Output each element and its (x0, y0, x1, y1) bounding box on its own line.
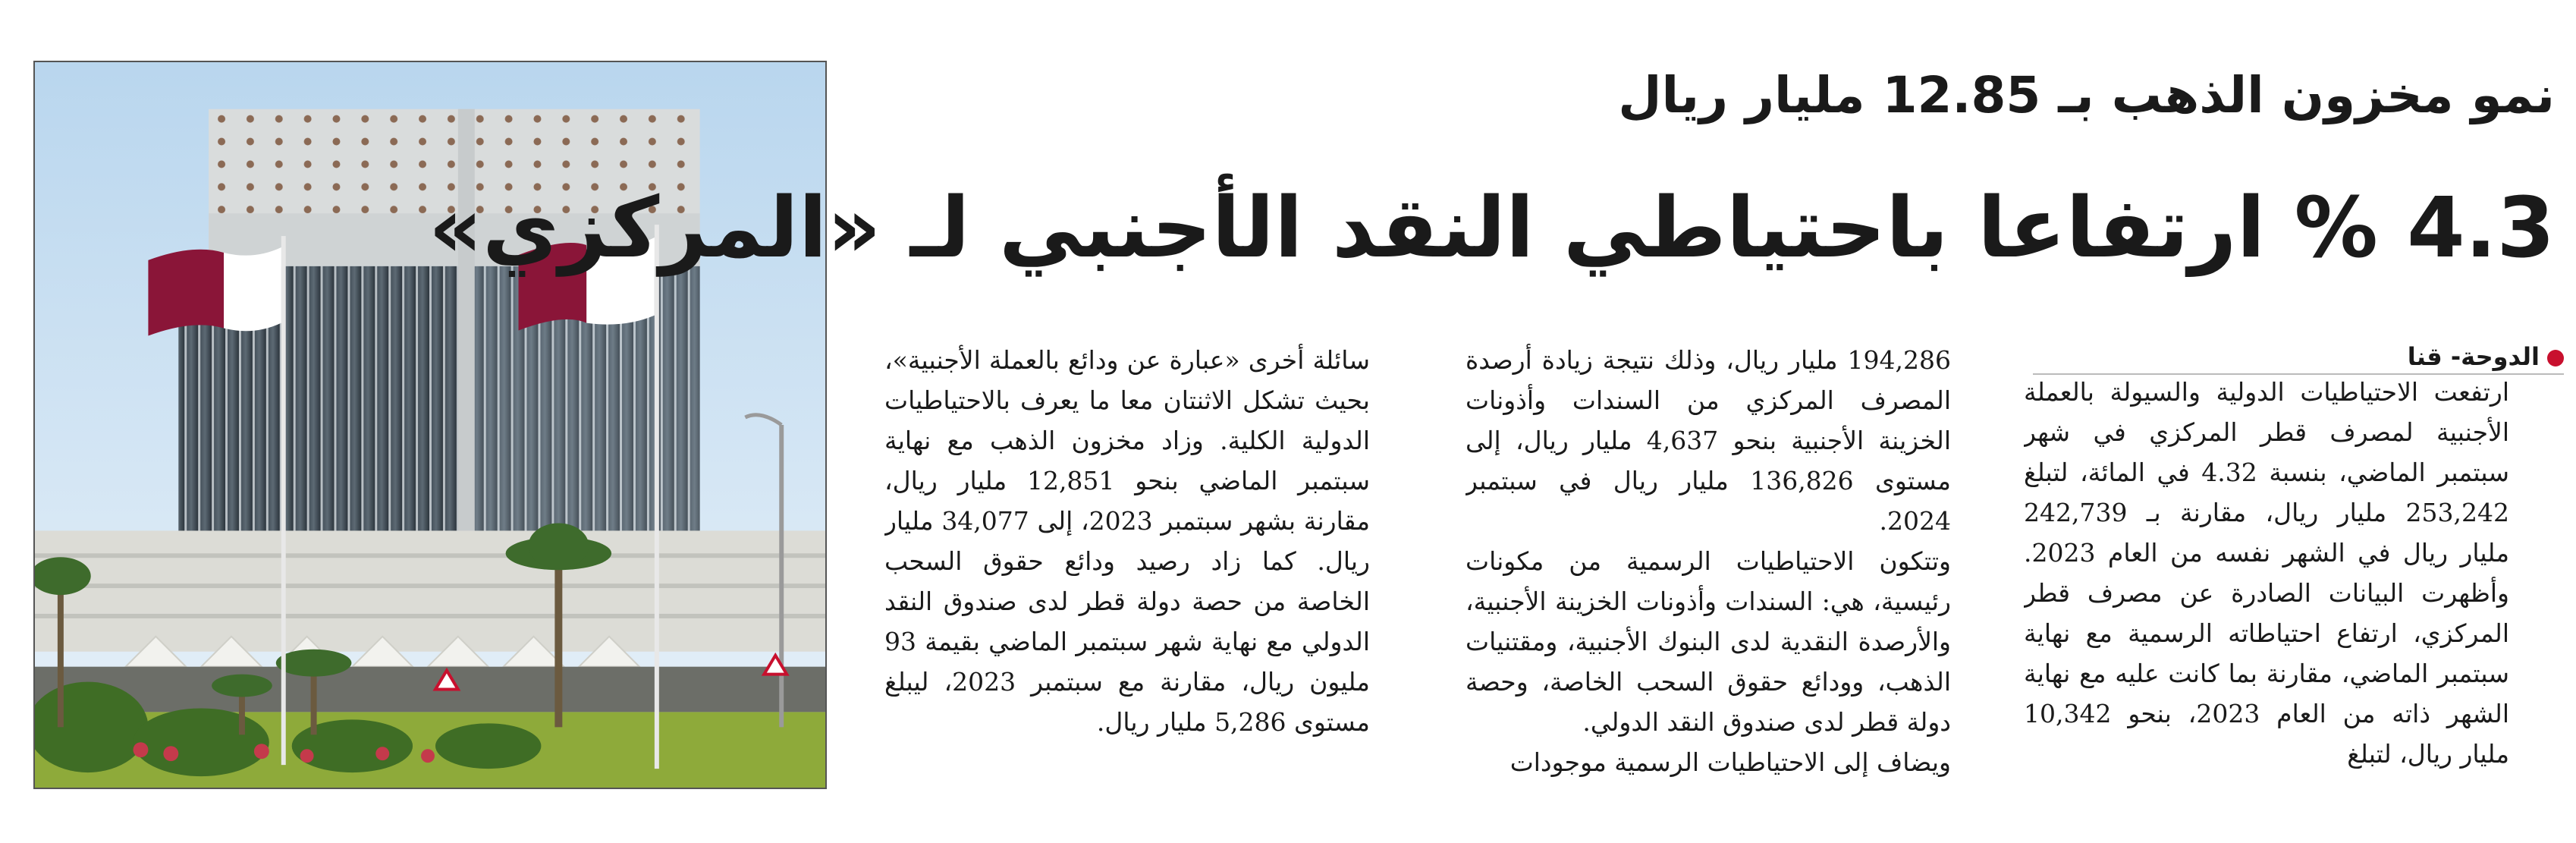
column-1-text: ارتفعت الاحتياطيات الدولية والسيولة بالعملة الأجنبية لمصرف قطر المركزي في شهر سبتمبر الماضي، بنسبة 4.32 في المائة، لتبلغ 253,242 مليار ريال، مقارنة بـ 242,739 مليار ريال في الشهر نفسه من العام 2023. وأظهرت البيانات الصادرة عن مصرف قطر المركزي، ارتفاع احتياطاته الرسمية مع نهاية سبتمبر الماضي، مقارنة بما كانت عليه مع نهاية الشهر ذاته من العام 2023، بنحو 10,342 مليار ريال، لتبلغ (2024, 377, 2509, 769)
column-2-paragraph-3: ويضاف إلى الاحتياطيات الرسمية موجودات (1509, 747, 1951, 777)
dateline-text: الدوحة- قنا (2407, 342, 2540, 371)
subheadline: نمو مخزون الذهب بـ 12.85 مليار ريال (1618, 66, 2555, 124)
column-2-paragraph-2: وتتكون الاحتياطيات الرسمية من مكونات رئيسية، هي: السندات وأذونات الخزينة الأجنبية، والأرصدة النقدية لدى البنوك الأجنبية، ومقتنيات الذهب، وودائع حقوق السحب الخاصة، وحصة دولة قطر لدى صندوق النقد الدولي. (1465, 546, 1951, 737)
central-bank-building-photo (35, 62, 825, 788)
article-column-3 (884, 340, 1370, 826)
flagpole-left (281, 236, 286, 765)
qatar-flag-left (148, 247, 281, 336)
headline: 4.3 % ارتفاعا باحتياطي النقد الأجنبي لـ «المركزي» (428, 179, 2555, 276)
article-column-1 (2024, 372, 2509, 827)
dateline (2033, 340, 2564, 375)
fence (35, 667, 825, 712)
column-2-paragraph-1: 194,286 مليار ريال، وذلك نتيجة زيادة أرصدة المصرف المركزي من السندات وأذونات الخزينة الأجنبية بنحو 4,637 مليار ريال، إلى مستوى 136,826 مليار ريال في سبتمبر 2024. (1465, 345, 1951, 536)
dateline-dot-icon (2547, 350, 2564, 366)
article-column-2 (1465, 340, 1951, 826)
column-3-text: سائلة أخرى «عبارة عن ودائع بالعملة الأجنبية»، بحيث تشكل الاثنتان معا ما يعرف بالاحتياطيات الدولية الكلية. وزاد مخزون الذهب مع نهاية سبتمبر الماضي بنحو 12,851 مليار ريال، مقارنة بشهر سبتمبر 2023، إلى 34,077 مليار ريال. كما زاد رصيد ودائع حقوق السحب الخاصة من حصة دولة قطر لدى صندوق النقد الدولي مع نهاية شهر سبتمبر الماضي بقيمة 93 مليون ريال، مقارنة مع سبتمبر 2023، ليبلغ مستوى 5,286 مليار ريال. (884, 345, 1370, 737)
article-photo (33, 61, 827, 789)
flagpole-right (655, 225, 659, 769)
perimeter-wall (35, 530, 825, 651)
